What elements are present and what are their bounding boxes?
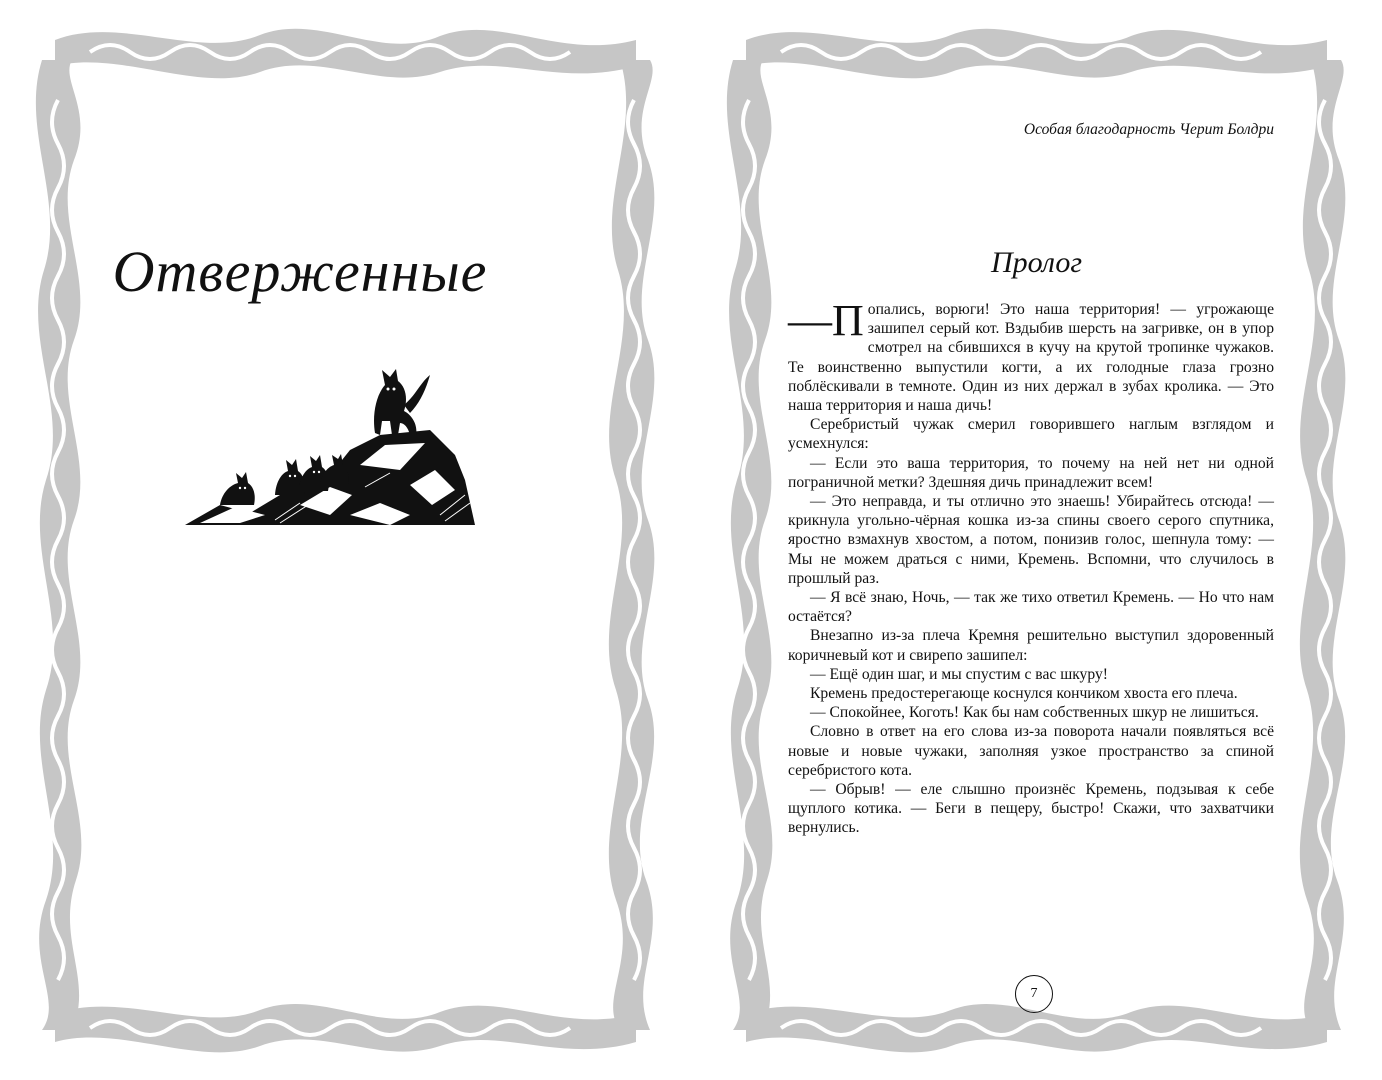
paragraph: Словно в ответ на его слова из-за поворота начали появляться всё новые и новые чужаки, заполняя узкое пространство за спиной серебристого кота.: [788, 723, 1274, 779]
paragraph: —П опались, ворюги! Это наша территория! — угрожающе зашипел серый кот. Вздыбив шерсть на загривке, он в упор смотрел на сбившихся в кучу на крутой тропинке чужаков. Те воинственно выпустили когти, а их голодные глаза грозно поблёскивали в темноте. Один из них держал в зубах кролика. — Это наша территория и наша дичь!: [788, 296, 1274, 415]
chapter-title: Пролог: [990, 246, 1083, 279]
dropcap: —П: [788, 296, 864, 345]
right-page: [691, 0, 1382, 1080]
paragraph: Внезапно из-за плеча Кремня решительно выступил здоровенный коричневый кот и свирепо зашипел:: [788, 627, 1274, 664]
dedication-line: Особая благодарность Черит Болдри: [1023, 121, 1274, 138]
paragraph: — Если это ваша территория, то почему на ней нет ни одной пограничной метки? Здешняя дичь принадлежит всем!: [788, 454, 1274, 491]
paragraph: — Ещё один шаг, и мы спустим с вас шкуру!: [810, 665, 1108, 683]
prologue-text: [788, 296, 1274, 838]
paragraph: — Я всё знаю, Ночь, — так же тихо ответил Кремень. — Но что нам остаётся?: [788, 589, 1274, 626]
paragraph: Серебристый чужак смерил говорившего наглым взглядом и усмехнулся:: [788, 416, 1274, 453]
paragraph: — Это неправда, и ты отлично это знаешь! Убирайтесь отсюда! — крикнула угольно-чёрная кошка из-за спины своего серого спутника, яростно взмахнув хвостом, а потом, понизив голос, шепнула тому: — Мы не можем драться с ними, Кремень. Вспомни, что случилось в прошлый раз.: [788, 493, 1274, 587]
book-title: Отверженные: [112, 239, 488, 304]
cats-on-rock-illustration-icon: [180, 355, 480, 530]
paragraph: — Обрыв! — еле слышно произнёс Кремень, подзывая к себе щуплого котика. — Беги в пещеру, быстро! Скажи, что захватчики вернулись.: [788, 781, 1274, 837]
page-number: 7: [1015, 975, 1053, 1013]
paragraph: — Спокойнее, Коготь! Как бы нам собственных шкур не лишиться.: [810, 704, 1259, 722]
paragraph: Кремень предостерегающе коснулся кончиком хвоста его плеча.: [810, 685, 1238, 703]
